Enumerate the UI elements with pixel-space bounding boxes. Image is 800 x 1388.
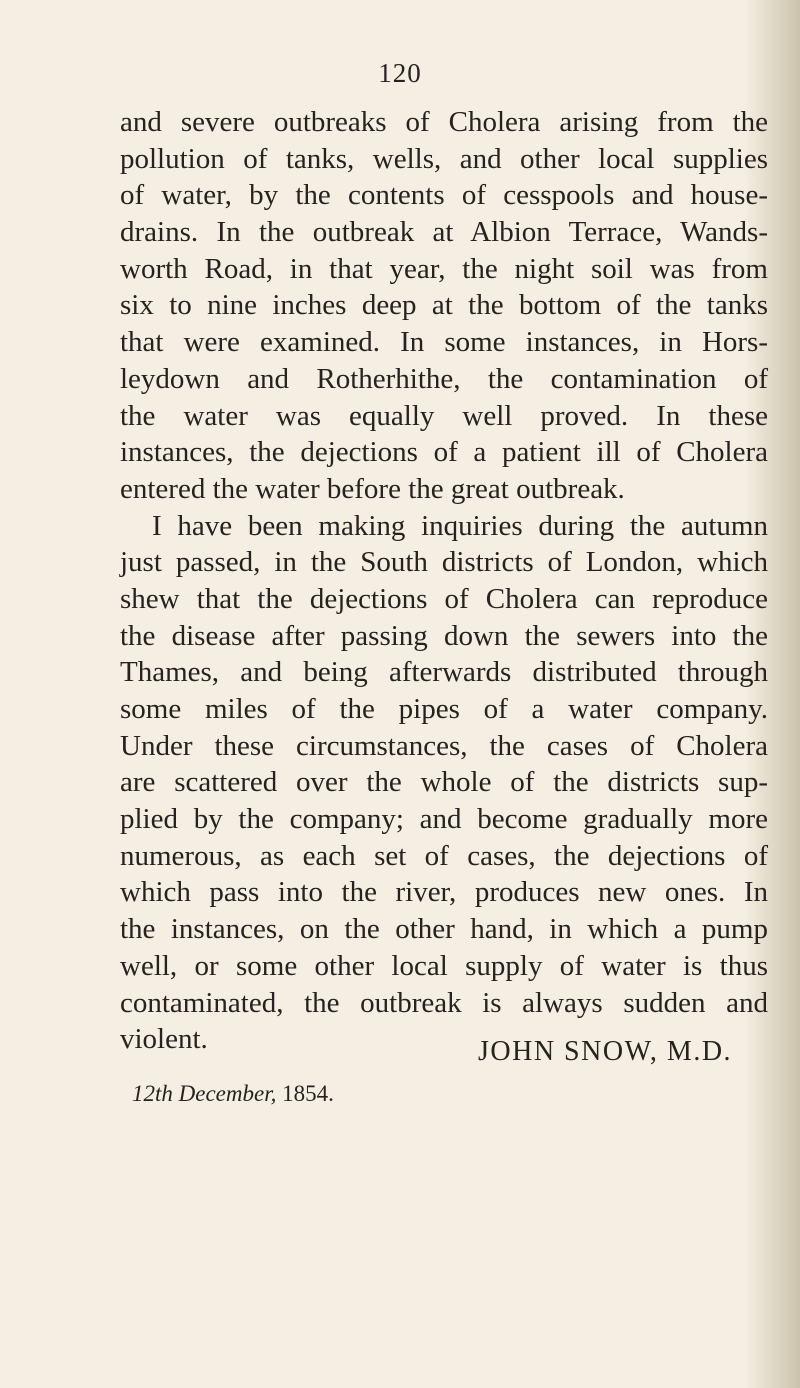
text-line: contaminated, the outbreak is always sudden and [120, 986, 768, 1019]
text-line: pollution of tanks, wells, and other local supplies [120, 142, 768, 175]
text-line: entered the water before the great outbreak. [120, 472, 625, 505]
text-line: numerous, as each set of cases, the dejections of [120, 839, 768, 872]
paragraph-start-line: I have been making inquiries during the autumn [152, 509, 768, 542]
text-line: six to nine inches deep at the bottom of the tanks [120, 289, 768, 322]
text-line: that were examined. In some instances, in Hors- [120, 326, 768, 359]
text-line: and severe outbreaks of Cholera arising from the [120, 106, 768, 138]
text-line: worth Road, in that year, the night soil was from [120, 252, 768, 285]
text-line: of water, by the contents of cesspools and house- [120, 179, 768, 212]
text-line: violent. [120, 1023, 208, 1056]
page-number: 120 [378, 58, 422, 88]
date-day-month: 12th December, [132, 1081, 277, 1106]
text-line: Thames, and being afterwards distributed through [120, 656, 768, 689]
text-line: instances, the dejections of a patient ill of Cholera [120, 436, 768, 469]
text-line: which pass into the river, produces new ones. In [120, 876, 768, 909]
text-line: drains. In the outbreak at Albion Terrace, Wands- [120, 216, 768, 249]
text-line: Under these circumstances, the cases of Cholera [120, 729, 768, 762]
date-year: 1854. [282, 1081, 334, 1106]
text-line: just passed, in the South districts of London, which [120, 546, 768, 579]
text-line: shew that the dejections of Cholera can reproduce [120, 582, 768, 615]
text-line: leydown and Rotherhithe, the contamination of [120, 362, 768, 395]
text-line: some miles of the pipes of a water company. [120, 693, 768, 725]
text-line: the instances, on the other hand, in which a pump [120, 913, 768, 946]
body-text [120, 104, 768, 1058]
text-line: plied by the company; and become gradually more [120, 803, 768, 836]
dateline [132, 1081, 334, 1107]
author-signature: JOHN SNOW, M.D. [478, 1036, 733, 1067]
text-line: are scattered over the whole of the districts sup- [120, 766, 768, 799]
text-line: the disease after passing down the sewers into the [120, 619, 768, 652]
text-line: well, or some other local supply of water is thus [120, 949, 768, 982]
text-line: the water was equally well proved. In these [120, 399, 768, 432]
